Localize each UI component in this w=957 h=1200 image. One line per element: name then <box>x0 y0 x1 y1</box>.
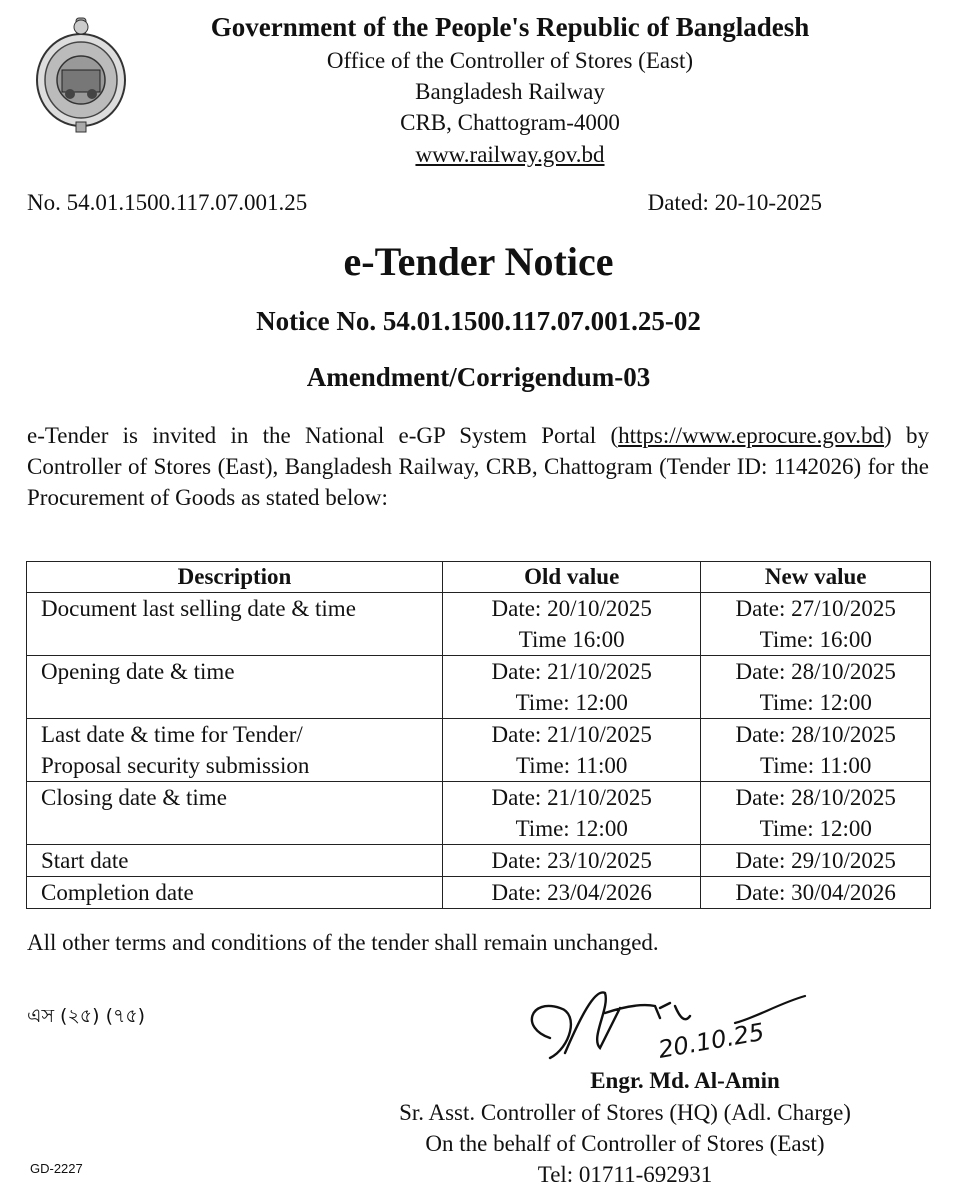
table-row <box>27 877 931 909</box>
old-value-cell-line: Date: 21/10/2025 <box>491 722 652 747</box>
table-row <box>27 656 931 719</box>
description-cell <box>27 845 443 877</box>
office-name: Office of the Controller of Stores (East) <box>326 48 694 73</box>
description-cell-line: Proposal security submission <box>41 753 310 778</box>
old-value-cell <box>442 782 700 845</box>
website-line <box>120 142 900 168</box>
page-title: e-Tender Notice <box>343 239 614 284</box>
table-row <box>27 719 931 782</box>
handwritten-signature <box>510 978 810 1068</box>
amendment-table <box>26 561 931 909</box>
description-cell <box>27 719 443 782</box>
signatory-designation: Sr. Asst. Controller of Stores (HQ) (Adl. Charge) <box>399 1100 851 1125</box>
new-value-cell-line: Time: 11:00 <box>760 753 872 778</box>
description-cell <box>27 782 443 845</box>
old-value-cell <box>442 877 700 909</box>
reference-date: Dated: 20-10-2025 <box>647 190 822 215</box>
column-header-new-value: New value <box>701 562 931 593</box>
svg-text:20.10.25: 20.10.25 <box>656 1017 767 1064</box>
column-header-old-value: Old value <box>442 562 700 593</box>
description-cell-line: Closing date & time <box>41 785 227 810</box>
new-value-cell-line: Date: 30/04/2026 <box>735 880 896 905</box>
old-value-cell-line: Time: 11:00 <box>515 753 628 778</box>
notice-number: Notice No. 54.01.1500.117.07.001.25-02 <box>256 306 701 336</box>
bangla-reference-code: এস (২৫) (৭৫) <box>27 1005 146 1027</box>
intro-text-after: ) by Controller of Stores (East), Bangladesh Railway, CRB, Chattogram (Tender ID: 1142026) for the Procurement of Goods as stated below: <box>27 423 929 510</box>
old-value-cell <box>442 719 700 782</box>
description-cell <box>27 877 443 909</box>
description-cell <box>27 593 443 656</box>
new-value-cell <box>701 719 931 782</box>
website-link[interactable]: www.railway.gov.bd <box>415 142 605 167</box>
old-value-cell-line: Date: 23/10/2025 <box>491 848 652 873</box>
old-value-cell-line: Time 16:00 <box>518 627 625 652</box>
organization-name: Bangladesh Railway <box>415 79 605 104</box>
new-value-cell-line: Time: 16:00 <box>759 627 872 652</box>
new-value-cell <box>701 656 931 719</box>
bangladesh-railway-seal-icon <box>32 14 130 134</box>
new-value-cell-line: Date: 29/10/2025 <box>735 848 896 873</box>
eprocure-link[interactable]: https://www.eprocure.gov.bd <box>618 423 885 448</box>
column-header-description: Description <box>27 562 443 593</box>
table-body <box>27 593 931 909</box>
old-value-cell-line: Date: 20/10/2025 <box>491 596 652 621</box>
new-value-cell-line: Date: 27/10/2025 <box>735 596 896 621</box>
amendment-heading: Amendment/Corrigendum-03 <box>306 362 651 392</box>
old-value-cell-line: Date: 23/04/2026 <box>491 880 652 905</box>
table-row <box>27 782 931 845</box>
reference-number: No. 54.01.1500.117.07.001.25 <box>27 190 308 215</box>
table-header-row <box>27 562 931 593</box>
new-value-cell-line: Time: 12:00 <box>759 816 872 841</box>
old-value-cell <box>442 845 700 877</box>
new-value-cell <box>701 877 931 909</box>
gd-code: GD-2227 <box>30 1161 83 1176</box>
new-value-cell <box>701 782 931 845</box>
new-value-cell-line: Time: 12:00 <box>759 690 872 715</box>
table-row <box>27 845 931 877</box>
description-cell-line: Completion date <box>41 880 194 905</box>
old-value-cell <box>442 593 700 656</box>
closing-note: All other terms and conditions of the tender shall remain unchanged. <box>27 930 659 955</box>
signatory-name: Engr. Md. Al-Amin <box>590 1068 780 1093</box>
government-heading: Government of the People's Republic of Bangladesh <box>210 12 810 42</box>
old-value-cell-line: Date: 21/10/2025 <box>491 659 652 684</box>
table-row <box>27 593 931 656</box>
new-value-cell-line: Date: 28/10/2025 <box>735 659 896 684</box>
old-value-cell <box>442 656 700 719</box>
signatory-behalf: On the behalf of Controller of Stores (East) <box>425 1131 825 1156</box>
new-value-cell <box>701 845 931 877</box>
old-value-cell-line: Time: 12:00 <box>515 816 628 841</box>
new-value-cell-line: Date: 28/10/2025 <box>735 722 896 747</box>
description-cell-line: Start date <box>41 848 129 873</box>
old-value-cell-line: Date: 21/10/2025 <box>491 785 652 810</box>
description-cell-line: Document last selling date & time <box>41 596 356 621</box>
intro-text-before: e-Tender is invited in the National e-GP System Portal ( <box>27 423 619 448</box>
description-cell-line: Opening date & time <box>41 659 235 684</box>
office-address: CRB, Chattogram-4000 <box>400 110 620 135</box>
intro-paragraph <box>27 420 929 513</box>
signatory-telephone: Tel: 01711-692931 <box>537 1162 713 1187</box>
old-value-cell-line: Time: 12:00 <box>515 690 628 715</box>
new-value-cell <box>701 593 931 656</box>
new-value-cell-line: Date: 28/10/2025 <box>735 785 896 810</box>
description-cell-line: Last date & time for Tender/ <box>41 722 303 747</box>
description-cell <box>27 656 443 719</box>
